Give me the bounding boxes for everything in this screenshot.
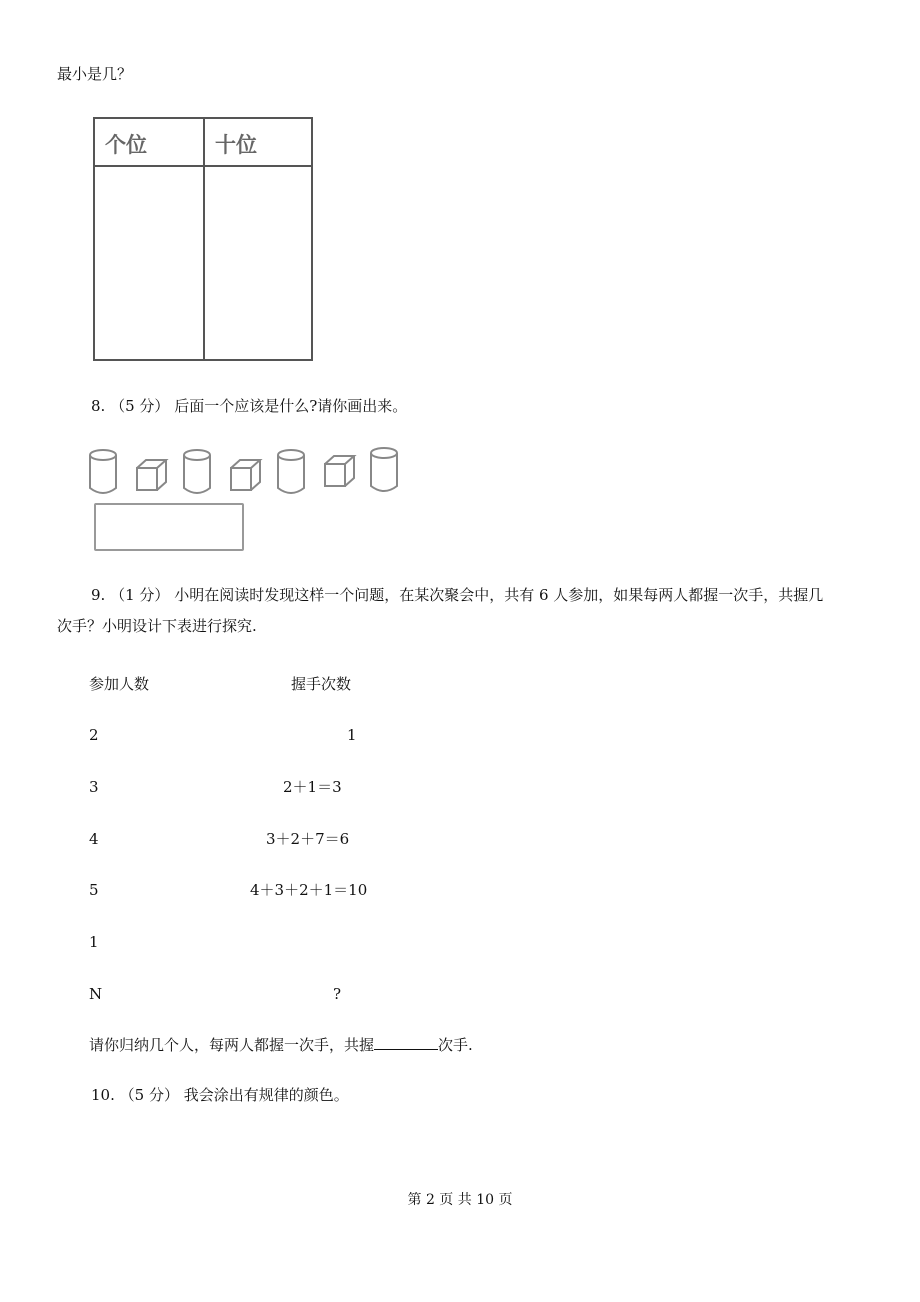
conclusion-text-end: 次手.	[438, 1036, 473, 1054]
drawing-answer-box[interactable]	[94, 503, 244, 551]
shape-pattern-row	[86, 444, 406, 496]
table-column-divider	[203, 119, 205, 359]
question-number: 9.	[91, 586, 106, 604]
question-number: 10.	[91, 1086, 115, 1104]
row-shakes: 4＋3＋2＋1＝10	[250, 881, 368, 899]
row-people: 4	[89, 830, 99, 848]
page-footer: 第 2 页 共 10 页	[407, 1192, 513, 1208]
question-text: 我会涂出有规律的颜色。	[183, 1086, 349, 1104]
cube-icon	[137, 460, 166, 490]
header-handshakes: 握手次数	[291, 675, 352, 693]
cylinder-icon	[278, 450, 304, 493]
question-score: （5 分）	[110, 397, 170, 415]
cube-icon	[325, 456, 354, 486]
header-participants: 参加人数	[89, 675, 150, 693]
conclusion-text: 请你归纳几个人，每两人都握一次手，共握	[89, 1036, 375, 1054]
ones-column-header: 个位	[105, 133, 147, 157]
cylinder-icon	[371, 448, 397, 491]
question-9-continued: 次手？小明设计下表进行探究.	[57, 617, 257, 635]
row-people: 2	[89, 726, 99, 744]
cylinder-icon	[90, 450, 116, 493]
question-number: 8.	[91, 397, 106, 415]
answer-blank[interactable]	[374, 1035, 438, 1050]
question-10	[91, 1085, 349, 1105]
row-people: 3	[89, 778, 99, 796]
row-shakes: 2＋1＝3	[283, 778, 342, 796]
question-9-conclusion	[89, 1035, 473, 1055]
question-score: （5 分）	[119, 1086, 179, 1104]
question-text: 后面一个应该是什么?请你画出来。	[174, 397, 408, 415]
place-value-table	[93, 117, 313, 361]
row-shakes: ?	[333, 985, 342, 1003]
cylinder-icon	[184, 450, 210, 493]
tens-column-header: 十位	[215, 133, 257, 157]
row-people: 1	[89, 933, 99, 951]
cube-icon	[231, 460, 260, 490]
question-fragment: 最小是几？	[57, 65, 133, 83]
row-shakes: 1	[347, 726, 357, 744]
row-shakes: 3＋2＋7＝6	[266, 830, 350, 848]
question-8	[91, 396, 407, 416]
row-people: 5	[89, 881, 99, 899]
question-text: 小明在阅读时发现这样一个问题，在某次聚会中，共有 6 人参加，如果每两人都握一次手，共握几	[174, 586, 824, 604]
question-9	[91, 585, 823, 605]
row-people: N	[89, 985, 103, 1003]
question-score: （1 分）	[110, 586, 170, 604]
